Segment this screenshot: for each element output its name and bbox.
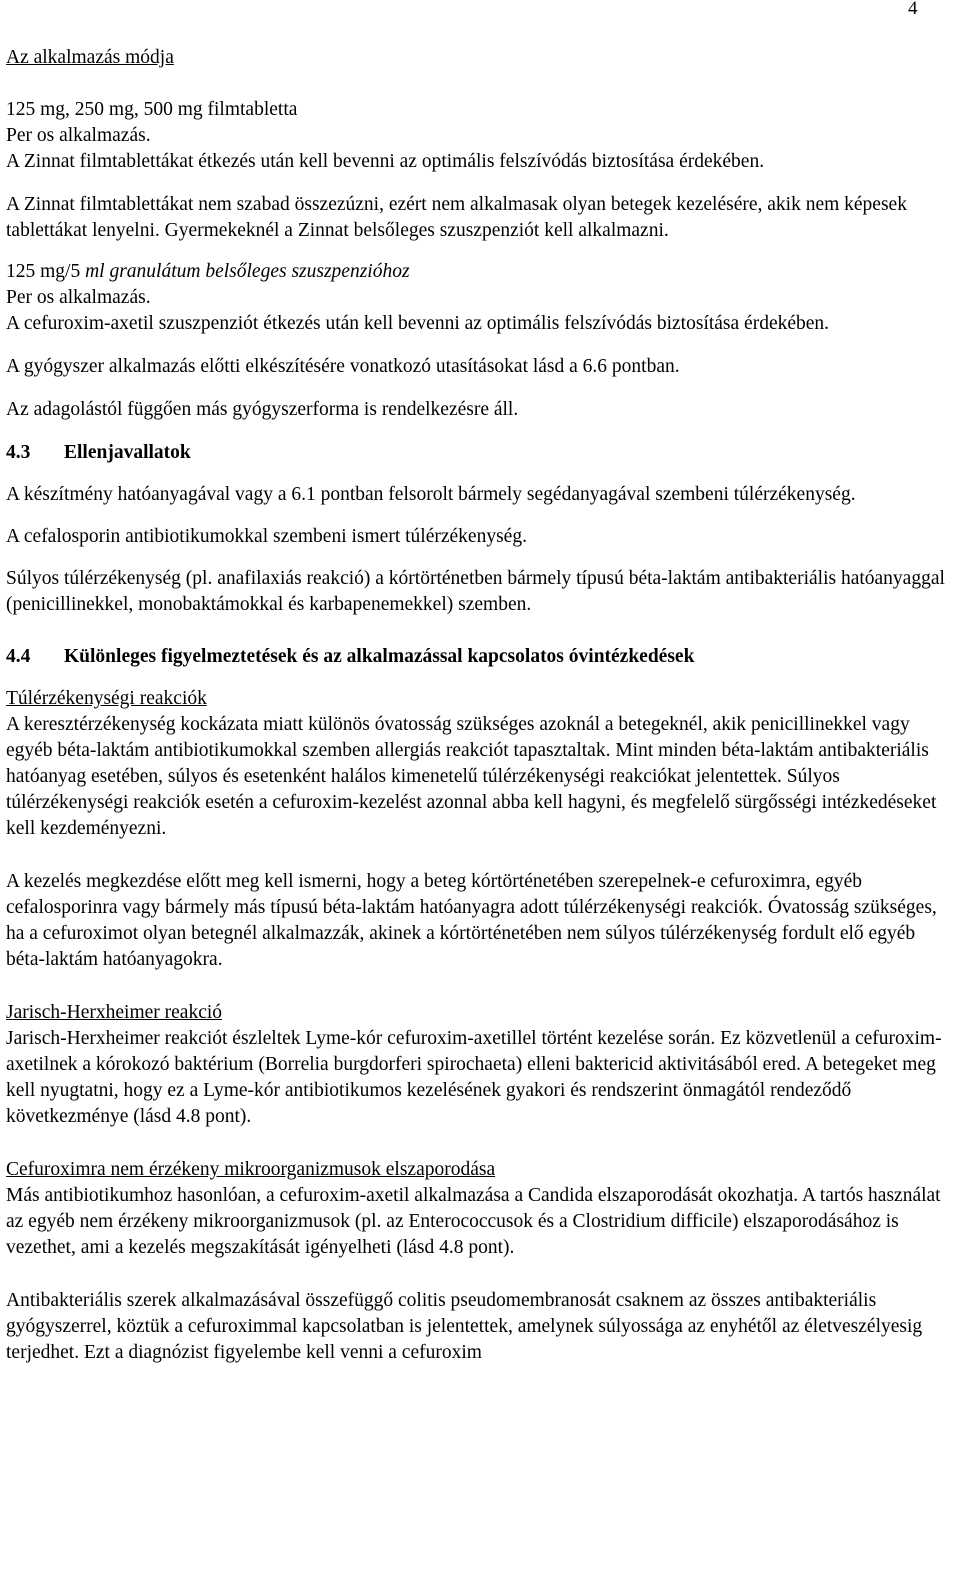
section-number: 4.3	[6, 442, 31, 463]
tablet-route: Per os alkalmazás.	[6, 125, 151, 146]
suspension-title-prefix: 125 mg/5	[6, 261, 86, 282]
overgrowth-paragraph: Más antibiotikumhoz hasonlóan, a cefuroxim-axetil alkalmazása a Candida elszaporodását okozhatja. A tartós használat az egyéb nem érzékeny mikroorganizmusok (pl. az Enterococcusok és a Clostridium difficile) elszaporodásához is vezethet, ami a kezelés megszakítását igényelheti (lásd 4.8 pont).	[6, 1185, 941, 1258]
section-title: Ellenjavallatok	[64, 442, 191, 463]
hypersensitivity-paragraph-1: A keresztérzékenység kockázata miatt különös óvatosság szükséges azoknál a betegeknél, akik penicillinekkel vagy egyéb béta-laktám antibiotikumokkal szemben allergiás reakciót tapasztaltak. Mint minden béta-laktám antibakteriális hatóanyag esetében, súlyos és esetenként halálos kimenetelű túlérzékenységi reakciókat jelentettek. Súlyos túlérzékenységi reakciók esetén a cefuroxim-kezelést azonnal abba kell hagyni, és megfelelő sürgősségi intézkedéseket kell kezdeményezni.	[6, 714, 937, 839]
section-number: 4.4	[6, 646, 31, 667]
suspension-title	[6, 259, 950, 285]
suspension-food: A cefuroxim-axetil szuszpenziót étkezés után kell bevenni az optimális felszívódás biztosítása érdekében.	[6, 313, 830, 334]
contraindication-1: A készítmény hatóanyagával vagy a 6.1 pontban felsorolt bármely segédanyagával szembeni túlérzékenység.	[6, 484, 856, 505]
other-forms-note: Az adagolástól függően más gyógyszerforma is rendelkezésre áll.	[6, 399, 519, 420]
section-4-4-heading	[6, 644, 950, 670]
overgrowth-heading: Cefuroximra nem érzékeny mikroorganizmusok elszaporodása	[6, 1159, 496, 1180]
suspension-route: Per os alkalmazás.	[6, 287, 151, 308]
administration-heading: Az alkalmazás módja	[6, 47, 174, 68]
section-title: Különleges figyelmeztetések és az alkalmazással kapcsolatos óvintézkedések	[64, 646, 695, 667]
hypersensitivity-heading: Túlérzékenységi reakciók	[6, 688, 207, 709]
tablet-title: 125 mg, 250 mg, 500 mg filmtabletta	[6, 99, 298, 120]
section-4-3-heading	[6, 440, 950, 466]
colitis-paragraph: Antibakteriális szerek alkalmazásával összefüggő colitis pseudomembranosát csaknem az összes antibakteriális gyógyszerrel, köztük a cefuroximmal kapcsolatban is jelentettek, amelynek súlyossága az enyhétől az életveszélyesig terjedhet. Ezt a diagnózist figyelembe kell venni a cefuroxim	[6, 1290, 923, 1363]
document-body	[6, 45, 950, 1366]
hypersensitivity-paragraph-2: A kezelés megkezdése előtt meg kell ismerni, hogy a beteg kórtörténetében szerepelnek-e cefuroximra, egyéb cefalosporinra vagy bármely más típusú béta-laktám hatóanyagra adott túlérzékenységi reakciók. Óvatosság szükséges, ha a cefuroximot olyan betegnél alkalmazzák, akinek a kórtörténetében nem súlyos túlérzékenység fordult elő egyéb béta-laktám hatóanyagokra.	[6, 871, 937, 970]
tablet-food: A Zinnat filmtablettákat étkezés után kell bevenni az optimális felszívódás biztosítása érdekében.	[6, 151, 765, 172]
contraindication-2: A cefalosporin antibiotikumokkal szembeni ismert túlérzékenység.	[6, 526, 527, 547]
suspension-title-italic: ml granulátum belsőleges szuszpenzióhoz	[85, 261, 410, 282]
jarisch-paragraph: Jarisch-Herxheimer reakciót észleltek Lyme-kór cefuroxim-axetillel történt kezelése során. Ez közvetlenül a cefuroxim-axetilnek a kórokozó baktérium (Borrelia burgdorferi spirochaeta) elleni baktericid aktivitásából ered. A betegeket meg kell nyugtatni, hogy ez a Lyme-kór antibiotikumos kezelésének gyakori és rendszerint önmagától rendeződő következménye (lásd 4.8 pont).	[6, 1028, 942, 1127]
contraindication-3: Súlyos túlérzékenység (pl. anafilaxiás reakció) a kórtörténetben bármely típusú béta-laktám antibakteriális hatóanyaggal (penicillinekkel, monobaktámokkal és karbapenemekkel) szemben.	[6, 568, 945, 615]
page-number: 4	[908, 0, 918, 19]
preparation-note: A gyógyszer alkalmazás előtti elkészítésére vonatkozó utasításokat lásd a 6.6 pontban.	[6, 356, 680, 377]
jarisch-heading: Jarisch-Herxheimer reakció	[6, 1002, 223, 1023]
tablet-crush: A Zinnat filmtablettákat nem szabad összezúzni, ezért nem alkalmasak olyan betegek kezelésére, akik nem képesek tablettákat lenyelni. Gyermekeknél a Zinnat belsőleges szuszpenziót kell alkalmazni.	[6, 194, 907, 241]
